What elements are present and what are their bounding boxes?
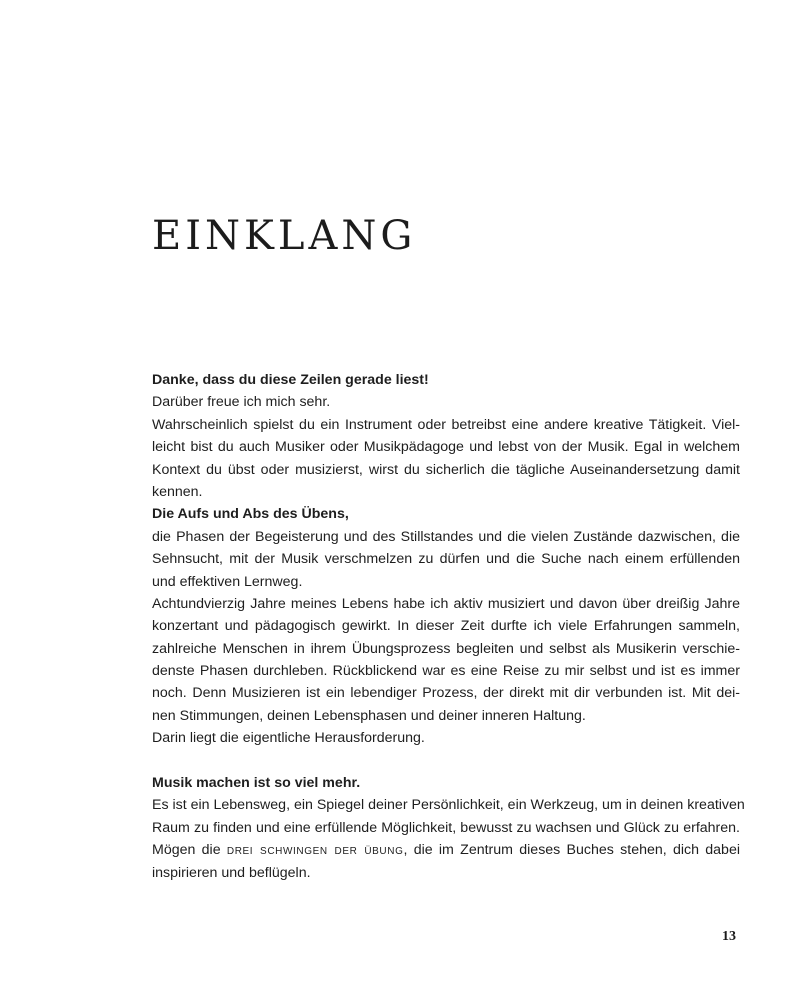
heading-music-making: Musik machen ist so viel mehr. bbox=[152, 775, 361, 792]
paragraph-line: und effektiven Lernweg. bbox=[152, 573, 303, 590]
paragraph-line: denste Phasen durchleben. Rückblickend war es eine Reise zu mir selbst und ist es immer bbox=[152, 663, 740, 680]
paragraph-line: zahlreiche Menschen in ihrem Übungsprozess begleiten und selbst als Musikerin verschie- bbox=[152, 640, 740, 657]
paragraph-line: die Phasen der Begeisterung und des Stillstandes und die vielen Zustände dazwischen, die bbox=[152, 528, 740, 545]
body-text bbox=[152, 369, 745, 884]
text-run: Mögen die bbox=[152, 842, 227, 859]
paragraph-line: Achtundvierzig Jahre meines Lebens habe ich aktiv musiziert und davon über dreißig Jahre bbox=[152, 595, 740, 612]
paragraph-line: konzertant und pädagogisch gewirkt. In dieser Zeit durfte ich viele Erfahrungen sammeln, bbox=[152, 618, 740, 635]
paragraph-line: Raum zu finden und eine erfüllende Möglichkeit, bewusst zu wachsen und Glück zu erfahren. bbox=[152, 819, 740, 836]
paragraph-spacer bbox=[152, 750, 740, 772]
text-run: , die im Zentrum dieses Buches stehen, dich dabei bbox=[403, 842, 740, 859]
paragraph-line: Sehnsucht, mit der Musik verschmelzen zu dürfen und die Suche nach einem erfüllenden bbox=[152, 551, 740, 568]
chapter-title: EINKLANG bbox=[152, 213, 417, 259]
paragraph-line bbox=[152, 839, 740, 861]
paragraph-line: Es ist ein Lebensweg, ein Spiegel deiner Persönlichkeit, ein Werkzeug, um in deinen kreativen bbox=[152, 797, 745, 814]
paragraph-line: Kontext du übst oder musizierst, wirst du sicherlich die tägliche Auseinandersetzung damit bbox=[152, 461, 740, 478]
paragraph-line: inspirieren und beflügeln. bbox=[152, 864, 311, 881]
paragraph-line: kennen. bbox=[152, 483, 203, 500]
paragraph-line: leicht bist du auch Musiker oder Musikpädagoge und lebst von der Musik. Egal in welchem bbox=[152, 439, 740, 456]
paragraph-line: Darin liegt die eigentliche Herausforderung. bbox=[152, 730, 425, 747]
heading-thanks: Danke, dass du diese Zeilen gerade liest! bbox=[152, 372, 429, 388]
paragraph-line: nen Stimmungen, deinen Lebensphasen und deiner inneren Haltung. bbox=[152, 707, 586, 724]
heading-ups-downs: Die Aufs und Abs des Übens, bbox=[152, 506, 349, 523]
page-number: 13 bbox=[722, 929, 736, 944]
book-concept-smallcaps: drei schwingen der übung bbox=[226, 842, 404, 859]
paragraph-line: Darüber freue ich mich sehr. bbox=[152, 394, 331, 411]
paragraph-line: Wahrscheinlich spielst du ein Instrument oder betreibst eine andere kreative Tätigkeit. Viel- bbox=[152, 416, 740, 433]
paragraph-line: noch. Denn Musizieren ist ein lebendiger Prozess, der direkt mit dir verbunden ist. Mit dei- bbox=[152, 685, 740, 702]
